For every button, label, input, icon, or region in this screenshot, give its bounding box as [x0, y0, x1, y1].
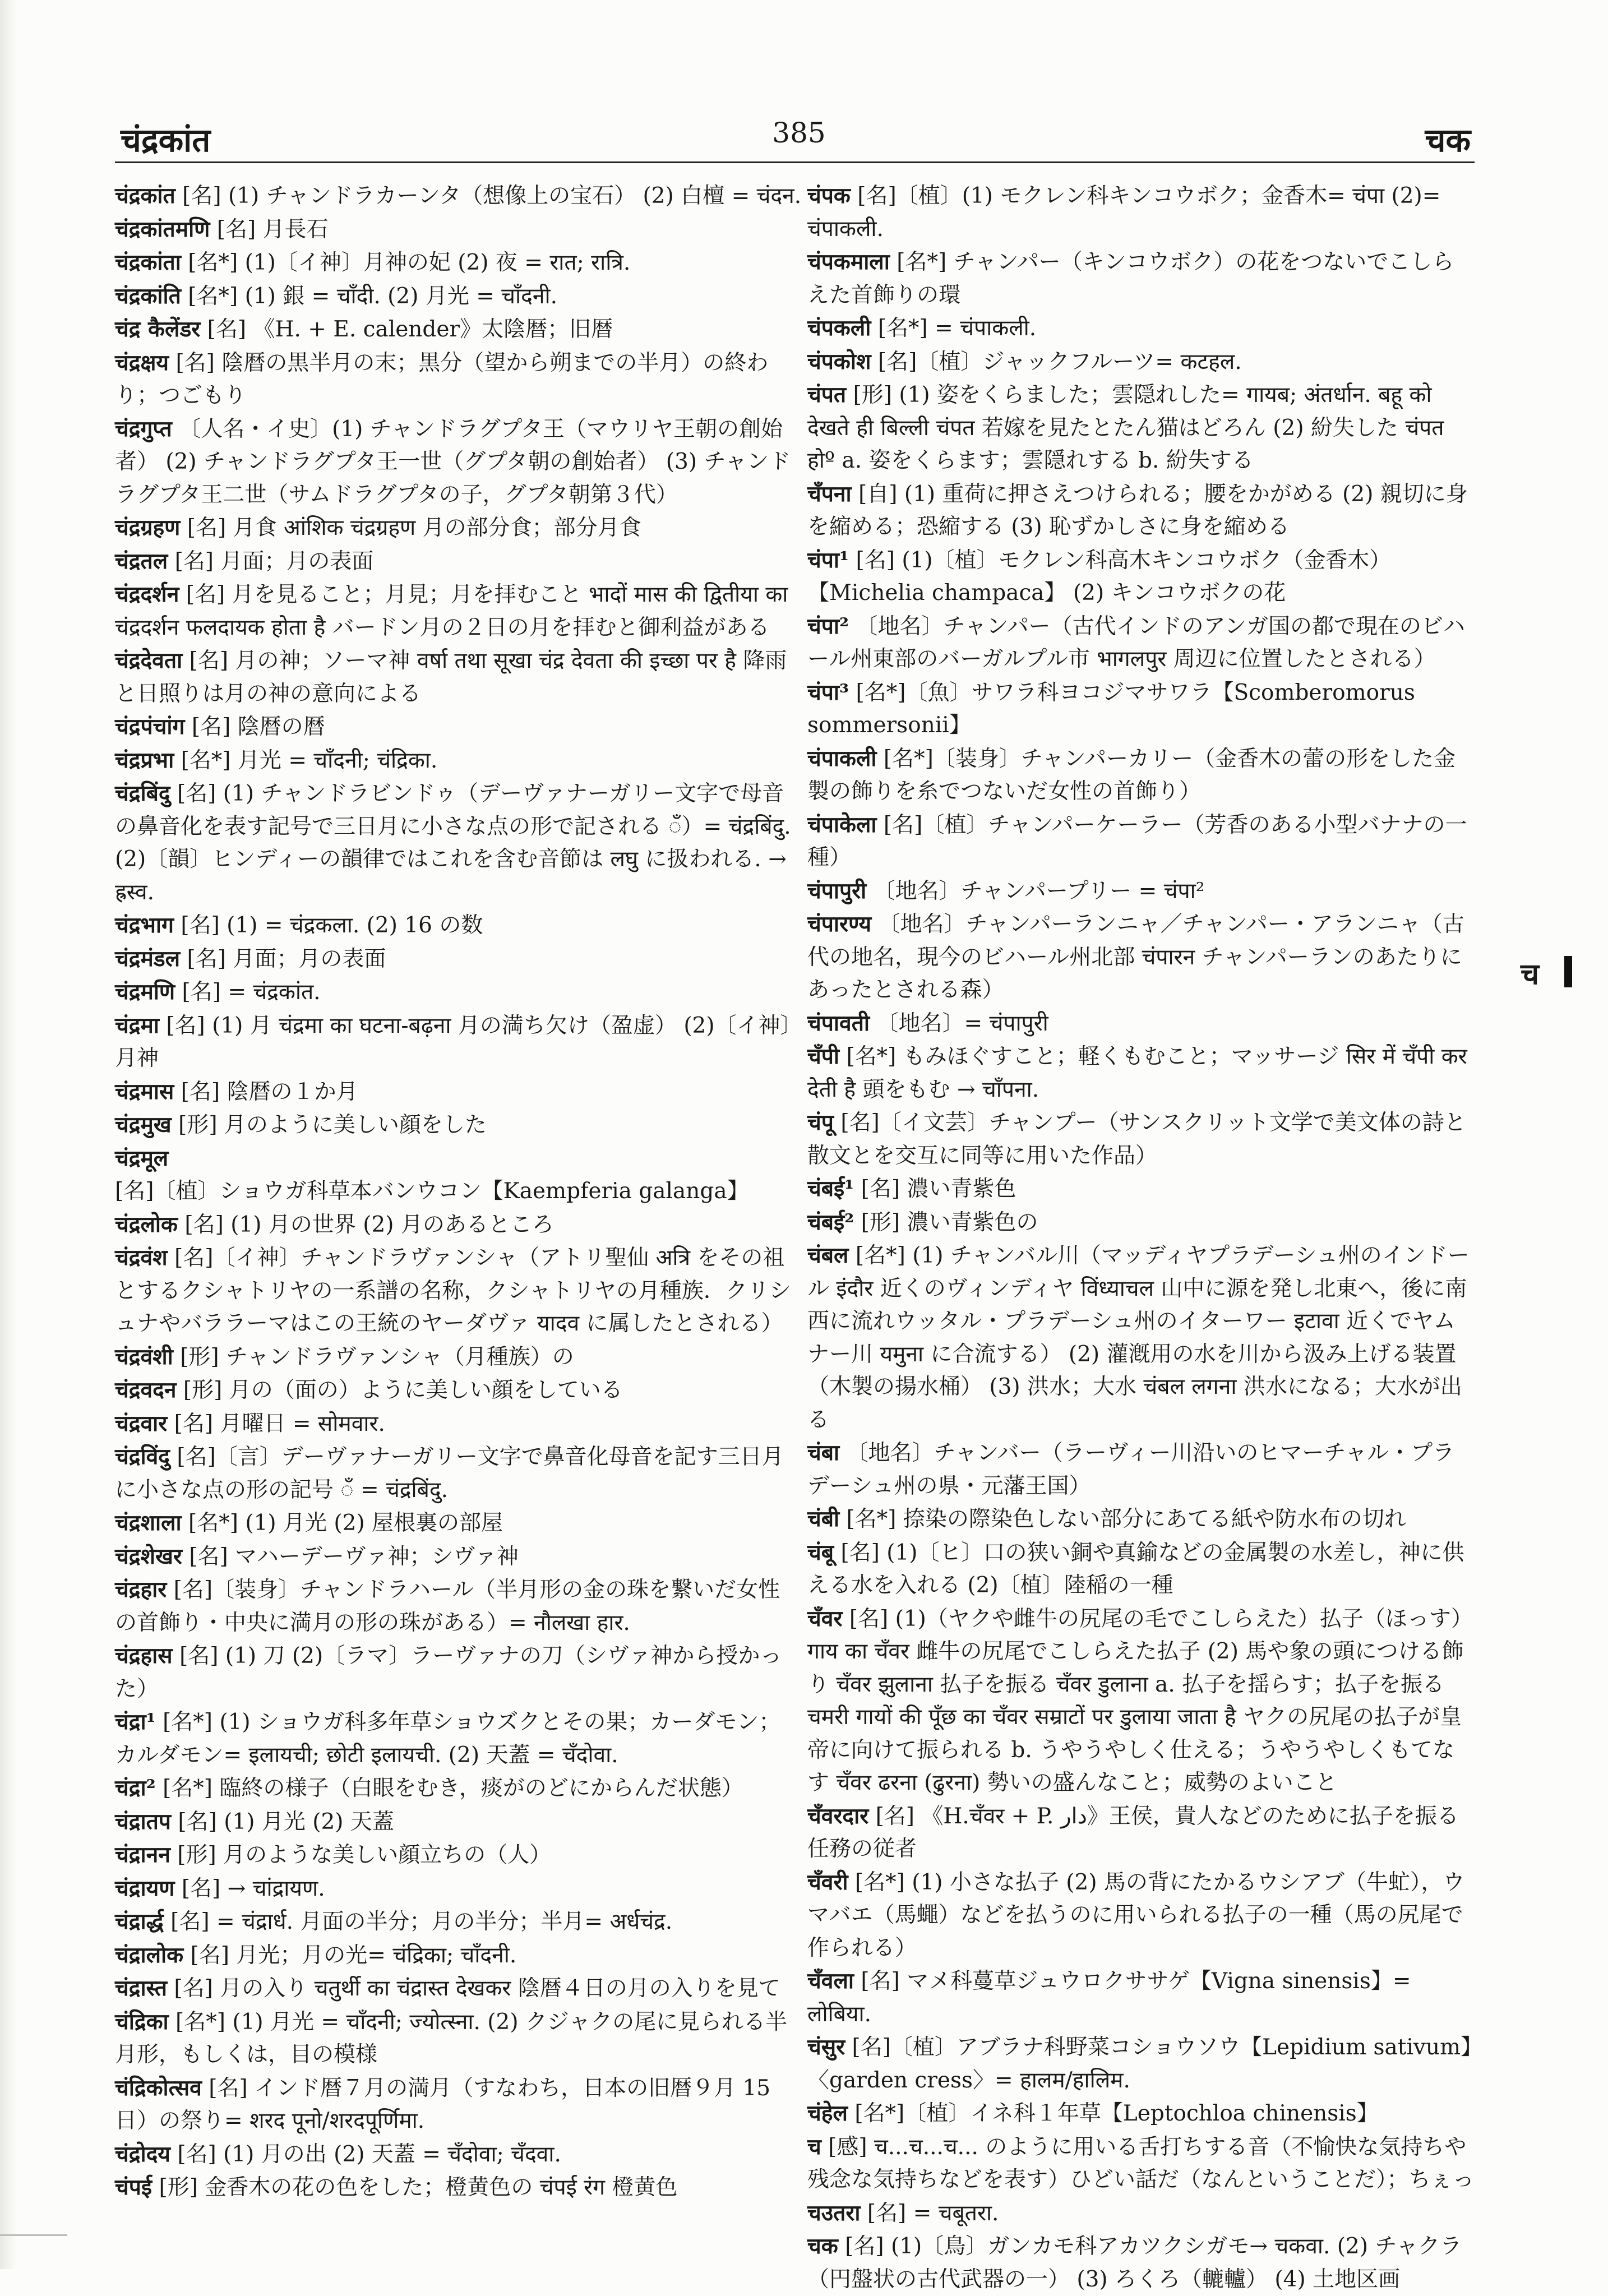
entry-definition: [名]〔植〕ショウガ科草本バンウコン【Kaempferia galanga】 — [115, 1179, 749, 1204]
entry-definition: [名] (1) 月の世界 (2) 月のあるところ — [184, 1212, 554, 1237]
scan-edge — [0, 0, 17, 2269]
dictionary-entry — [115, 2006, 802, 2072]
dictionary-entry — [115, 1639, 802, 1706]
entry-definition: [名*]〔植〕イネ科１年草【Leptochloa chinensis】 — [854, 2101, 1379, 2126]
entry-definition: [名] 月食 आंशिक चंद्रग्रहण 月の部分食；部分月食 — [187, 515, 641, 540]
entry-definition: [名] マハーデーヴァ神；シヴァ神 — [189, 1544, 519, 1569]
entry-definition: [名*] (1) ショウガ科多年草ショウズクとその果；カーダモン；カルダモン= इलायची; छोटी इलायची. (2) 天蓋 = चँदोवा. — [115, 1710, 781, 1768]
dictionary-entry — [115, 511, 802, 545]
entry-headword: चंपकमाला — [807, 249, 890, 275]
entry-definition: [名] → चांद्रायण. — [181, 1875, 325, 1901]
thumb-index-letter: च — [1521, 957, 1540, 991]
dictionary-entry — [807, 1866, 1475, 1965]
dictionary-entry — [115, 1838, 802, 1872]
entry-headword: चँवर — [807, 1605, 843, 1632]
entry-definition: [形] 濃い青紫色の — [861, 1209, 1038, 1235]
entry-headword: चंद्रमणि — [115, 979, 175, 1005]
dictionary-entry — [115, 1341, 802, 1374]
entry-headword: चंद्रवदन — [115, 1377, 177, 1403]
entry-headword: चंद्रक्षय — [115, 349, 169, 376]
entry-headword: चंद्रवंश — [115, 1245, 168, 1271]
dictionary-entry — [807, 1239, 1475, 1436]
entry-headword: चंपई — [115, 2174, 153, 2200]
entry-definition: 〔地名〕チャンバー（ラーヴィー川沿いのヒマーチャル・プラデーシュ州の県・元藩王国） — [807, 1440, 1455, 1499]
entry-definition: [名] 陰暦の黒半月の末；黒分（望から朔までの半月）の終わり；つごもり — [115, 350, 769, 408]
entry-headword: चंद्रकांत — [115, 183, 175, 209]
dictionary-entry — [115, 1573, 802, 1639]
dictionary-entry — [807, 809, 1475, 875]
entry-definition: [名] インド暦７月の満月（すなわち，日本の旧暦９月 15 日）の祭り= शरद पूनो/शरदपूर्णिमा. — [115, 2075, 771, 2133]
entry-headword: चँवरी — [807, 1869, 848, 1895]
dictionary-entry — [807, 610, 1475, 676]
dictionary-entry — [807, 544, 1475, 610]
entry-definition: [名*] (1) 小さな払子 (2) 馬の背にたかるウシアブ（牛虻），ウマバエ（馬蠅）などを払うのに用いられる払子の一種（馬の尻尾で作られる） — [807, 1869, 1465, 1961]
entry-headword: चंपाकेला — [807, 811, 877, 838]
entry-definition: [名] 《H.चँवर + P. دار》王侯，貴人などのために払子を振る任務の従者 — [807, 1803, 1459, 1861]
entry-definition: [名] マメ科蔓草ジュウロクササゲ【Vigna sinensis】= लोबिया. — [807, 1969, 1411, 2027]
entry-definition: [形] チャンドラヴァンシャ（月種族）の — [180, 1344, 574, 1370]
entry-headword: चंपकोश — [807, 348, 871, 375]
dictionary-entry — [115, 545, 802, 579]
entry-definition: [名] 濃い青紫色 — [861, 1176, 1016, 1202]
entry-headword: चंपू — [807, 1110, 834, 1135]
entry-definition: 〔地名〕チャンパープリー = चंपा² — [873, 878, 1205, 904]
entry-headword: चंद्रोदय — [115, 2141, 170, 2167]
entry-definition: 〔地名〕= चंपापुरी — [876, 1010, 1048, 1036]
entry-headword: चंद्रशाला — [115, 1510, 182, 1536]
entry-definition: 〔人名・イ史〕(1) チャンドラグプタ王（マウリヤ王朝の創始者） (2) チャンドラグプタ王一世（グプタ朝の創始者） (3) チャンドラグプタ王二世（サムドラグプタの子，グプタ朝第３代） — [115, 416, 791, 507]
entry-definition: [名] 月の入り चतुर्थी का चंद्रास्त देखकर 陰暦４日の月の入りを見て — [174, 1976, 780, 2001]
entry-headword: चंद्रा² — [115, 1775, 156, 1801]
entry-definition: [自] (1) 重荷に押さえつけられる；腰をかがめる (2) 親切に身を縮める；恐縮する (3) 恥ずかしさに身を縮める — [807, 481, 1468, 539]
dictionary-entry — [807, 742, 1475, 809]
entry-definition: [名]〔イ神〕チャンドラヴァンシャ（アトリ聖仙 अत्रि をその祖とするクシャトリヤの一系譜の名称，クシャトリヤの月種族．クリシュナやバララーマはこの王統のヤーダヴァ यादव に属したとされる） — [115, 1245, 791, 1336]
dictionary-entry — [807, 1007, 1475, 1041]
entry-definition: [名]〔植〕チャンパーケーラー（芳香のある小型バナナの一種） — [807, 812, 1467, 870]
entry-headword: चंद्रहार — [115, 1577, 167, 1602]
dictionary-entry — [115, 777, 802, 909]
entry-headword: चंपारण्य — [807, 911, 872, 937]
entry-headword: चंद्रबिंदु — [115, 780, 170, 806]
dictionary-entry — [807, 676, 1475, 742]
entry-definition: [名*] (1) 月光 (2) 屋根裏の部屋 — [188, 1510, 503, 1536]
entry-definition: [名*] 捺染の際染色しない部分にあてる紙や防水布の切れ — [846, 1507, 1406, 1532]
entry-definition: [名]〔植〕アブラナ科野菜コショウソウ【Lepidium sativum】〈garden cress〉= हालम/हालिम. — [807, 2035, 1472, 2093]
entry-definition: 〔地名〕チャンパー（古代インドのアンガ国の都で現在のビハール州東部のバーガルプル市 भागलपुर 周辺に位置したとされる） — [807, 613, 1466, 672]
page-header — [0, 117, 1608, 167]
entry-definition: [名*] = चंपाकली. — [877, 316, 1037, 341]
dictionary-entry — [115, 313, 802, 347]
entry-headword: चंपा¹ — [807, 547, 849, 573]
dictionary-entry — [807, 246, 1475, 312]
dictionary-entry — [807, 875, 1475, 908]
dictionary-entry — [115, 976, 802, 1009]
entry-headword: चंद्रकांतमणि — [115, 216, 210, 242]
entry-definition: [名*] 月光 = चाँदनी; चंद्रिका. — [181, 747, 438, 773]
entry-definition: [名*] (1)〔イ神〕月神の妃 (2) 夜 = रात; रात्रि. — [188, 250, 631, 275]
entry-definition: 〔地名〕チャンパーランニャ／チャンパー・アランニャ（古代の地名，現今のビハール州北部 चंपारन チャンパーランのあたりにあったとされる森） — [807, 912, 1464, 1003]
entry-definition: [名*] (1) 月光 = चाँदनी; ज्योत्स्ना. (2) クジャクの尾に見られる半月形，もしくは，目の模様 — [115, 2009, 788, 2067]
entry-headword: चंद्रा¹ — [115, 1709, 156, 1735]
entry-headword: चंपक — [807, 183, 851, 209]
entry-headword: चंद्रालोक — [115, 1942, 184, 1968]
dictionary-entry — [115, 179, 802, 213]
entry-definition: [名]〔言〕デーヴァナーガリー文字で鼻音化母音を記す三日月に小さな点の形の記号 ँ = चंद्रबिंदु. — [115, 1444, 784, 1503]
dictionary-entry — [115, 909, 802, 943]
dictionary-entry — [115, 1872, 802, 1906]
entry-headword: चंद्रार्द्ध — [115, 1909, 164, 1934]
entry-definition: [名*] もみほぐすこと；軽くもむこと；マッサージ सिर में चँपी कर देती है 頭をもむ → चाँपना. — [807, 1044, 1467, 1102]
entry-definition: [名*] 臨終の様子（白眼をむき，痰がのどにからんだ状態） — [163, 1776, 743, 1801]
dictionary-entry — [115, 644, 802, 710]
entry-definition: [名] (1) チャンドラカーンタ（想像上の宝石） (2) 白檀 = चंदन. — [182, 183, 802, 209]
entry-headword: चंपाकली — [807, 745, 877, 772]
entry-definition: [名]〔植〕(1) モクレン科キンコウボク；金香木= चंपा (2)= चंपाकली. — [807, 183, 1441, 242]
entry-headword: चँवरदार — [807, 1803, 869, 1829]
dictionary-entry — [115, 1772, 802, 1805]
entry-definition: [形] 月のように美しい顔をした — [178, 1112, 487, 1138]
entry-headword: चंद्रिका — [115, 2008, 169, 2035]
entry-definition: [名*] (1) チャンバル川（マッディヤプラデーシュ州のインドール इंदौर 近くのヴィンディヤ विंध्याचल 山中に源を発し北東へ，後に南西に流れウッタル・プラデーシュ州のイターワー इटावा 近くでヤムナー川 यमुना に合流する） (2) 灌漑用の水を川から汲み上げる装置（木製の揚水桶） (3) 洪水；大水 चंबल लगना 洪水になる；大水が出る — [807, 1243, 1470, 1433]
thumb-index-bar — [1564, 956, 1572, 987]
left-column — [115, 179, 802, 2205]
entry-headword: चक — [807, 2233, 838, 2259]
entry-headword: चंद्रपंचांग — [115, 714, 185, 740]
entry-definition: [名*]〔装身〕チャンパーカリー（金香木の蕾の形をした金製の飾りを糸でつないだ女性の首飾り） — [807, 746, 1456, 804]
dictionary-entry — [807, 179, 1475, 246]
right-column — [807, 179, 1475, 2296]
dictionary-entry — [807, 1106, 1475, 1172]
entry-headword: चंद्र कैलेंडर — [115, 316, 201, 342]
entry-headword: चंद्रप्रभा — [115, 747, 174, 773]
entry-headword: चंद्रगुप्त — [115, 415, 172, 442]
dictionary-entry — [115, 1507, 802, 1540]
dictionary-entry — [807, 2031, 1475, 2097]
entry-headword: चंद्रमूल — [115, 1145, 169, 1171]
dictionary-entry — [807, 2097, 1475, 2131]
entry-headword: चंसुर — [807, 2034, 845, 2060]
entry-definition: [名] (1)〔ヒ〕口の狭い銅や真鍮などの金属製の水差し，神に供える水を入れる (2)〔植〕陸稲の一種 — [807, 1540, 1464, 1598]
entry-headword: चंद्रमुख — [115, 1112, 172, 1138]
entry-definition: [形] 金香木の花の色をした；橙黄色の चंपई रंग 橙黄色 — [159, 2175, 678, 2200]
entry-definition: [形] 月のような美しい顔立ちの（人） — [177, 1842, 552, 1868]
entry-headword: चंपावती — [807, 1010, 870, 1036]
dictionary-entry — [115, 1972, 802, 2006]
dictionary-entry — [807, 345, 1475, 379]
entry-definition: [名] 《H. + E. calender》太陰暦；旧暦 — [207, 317, 613, 342]
entry-definition: [名] (1) 刀 (2)〔ラマ〕ラーヴァナの刀（シヴァ神から授かった） — [115, 1643, 782, 1702]
entry-definition: [名] 月を見ること；月見；月を拝むこと भादों मास की द्वितीया का चंद्रदर्शन फलदायक होता है バードン月の２日の月を拝むと御利益がある — [115, 582, 788, 640]
entry-definition: [名] (1) = चंद्रकला. (2) 16 の数 — [181, 913, 483, 938]
entry-headword: चंपा³ — [807, 679, 849, 705]
entry-headword: च — [807, 2133, 821, 2160]
entry-definition: [名] (1) 月の出 (2) 天蓋 = चँदोवा; चँदवा. — [177, 2141, 561, 2167]
entry-headword: चंद्रदेवता — [115, 648, 183, 673]
dictionary-entry — [115, 413, 802, 512]
entry-headword: चंबई² — [807, 1209, 854, 1235]
entry-headword: चँपना — [807, 481, 852, 507]
entry-definition: [名]〔装身〕チャンドラハール（半月形の金の珠を繋いだ女性の首飾り・中央に満月の形の珠がある）= नौलखा हार. — [115, 1577, 780, 1636]
entry-definition: [名] (1)（ヤクや雌牛の尻尾の毛でこしらえた）払子（ほっす） गाय का चँवर 雌牛の尻尾でこしらえた払子 (2) 馬や象の頭につける飾り चँवर झुलाना 払子を振る चँवर डुलाना a. 払子を揺らす；払子を振る चमरी गायों की पूँछ का चँवर सम्राटों पर डुलाया जाता है ヤクの尻尾の払子が皇帝に向けて振られる b. うやうやしく仕える；うやうやしくもてなす चँवर ढरना (ढुरना) 勢いの盛んなこと；威勢のよいこと — [807, 1606, 1473, 1795]
entry-headword: चंद्रातप — [115, 1808, 171, 1835]
dictionary-entry — [807, 1800, 1475, 1866]
entry-definition: [名*] チャンパー（キンコウボク）の花をつないでこしらえた首飾りの環 — [807, 250, 1454, 308]
dictionary-entry — [807, 1206, 1475, 1240]
dictionary-entry — [115, 246, 802, 280]
entry-headword: चंबू — [807, 1539, 834, 1565]
dictionary-entry — [115, 1075, 802, 1109]
entry-definition: [名] 月光；月の光= चंद्रिका; चाँदनी. — [190, 1942, 517, 1968]
entry-headword: चंद्रशेखर — [115, 1543, 182, 1569]
entry-headword: चंबी — [807, 1506, 840, 1532]
dictionary-entry — [115, 280, 802, 313]
entry-headword: चंद्रवार — [115, 1410, 168, 1436]
entry-headword: चंद्रमास — [115, 1078, 174, 1105]
entry-definition: [感] च...च...च... のように用いる舌打ちする音（不愉快な気持ちや残念な気持ちなどを表す）ひどい話だ（なんということだ）；ちぇっ — [807, 2134, 1475, 2192]
dictionary-entry — [115, 1805, 802, 1839]
dictionary-entry — [115, 1142, 802, 1208]
dictionary-entry — [807, 478, 1475, 544]
dictionary-entry — [115, 2138, 802, 2172]
dictionary-entry — [115, 1407, 802, 1441]
entry-headword: चंद्रकांति — [115, 283, 181, 309]
entry-headword: चंबल — [807, 1242, 849, 1268]
entry-definition: [名] (1) 月光 (2) 天蓋 — [178, 1809, 394, 1835]
dictionary-entry — [807, 1172, 1475, 1206]
dictionary-entry — [115, 943, 802, 976]
entry-definition: [名] 陰暦の暦 — [191, 714, 325, 740]
entry-definition: [名*] (1) 銀 = चाँदी. (2) 月光 = चाँदनी. — [188, 283, 558, 309]
dictionary-entry — [115, 578, 802, 644]
entry-definition: [名] (1) チャンドラビンドゥ（デーヴァナーガリー文字で母音の鼻音化を表す記号で三日月に小さな点の形で記される ँ）= चंद्रबिंदु. (2)〔韻〕ヒンディーの韻律ではこれを含む音節は लघु に扱われる. → ह्रस्व. — [115, 781, 791, 905]
entry-headword: चंद्रविंदु — [115, 1444, 170, 1470]
entry-headword: चंपकली — [807, 315, 871, 341]
entry-headword: चंद्रभाग — [115, 912, 174, 938]
dictionary-entry — [115, 2171, 802, 2205]
entry-definition: [名] (1)〔鳥〕ガンカモ科アカツクシガモ→ चकवा. (2) チャクラ（円盤状の古代武器の一） (3) ろくろ（轆轤） (4) 土地区画 — [807, 2234, 1462, 2292]
dictionary-entry — [115, 1939, 802, 1972]
entry-headword: चंपापुरी — [807, 877, 867, 904]
entry-definition: [名] 月面；月の表面 — [174, 548, 374, 574]
header-guide-word-left: चंद्रकांत — [121, 121, 211, 159]
scan-artifact-line — [0, 2234, 67, 2236]
entry-definition: [名] 月面；月の表面 — [187, 946, 386, 972]
entry-headword: चउतरा — [807, 2200, 861, 2226]
dictionary-entry — [807, 2197, 1475, 2230]
header-guide-word-right: चक — [1425, 121, 1471, 159]
entry-headword: चंद्रिकोत्सव — [115, 2075, 202, 2101]
dictionary-entry — [807, 1503, 1475, 1536]
entry-headword: चंद्रलोक — [115, 1211, 178, 1237]
entry-headword: चंद्रग्रहण — [115, 515, 181, 540]
entry-definition: [形] 月の（面の）ように美しい顔をしている — [183, 1378, 623, 1403]
entry-definition: [名] = चंद्रार्ध. 月面の半分；月の半分；半月= अर्धचंद्र. — [170, 1909, 673, 1934]
entry-definition: [名] (1)〔植〕モクレン科高木キンコウボク（金香木）【Michelia champaca】 (2) キンコウボクの花 — [807, 547, 1392, 606]
entry-headword: चंद्रकांता — [115, 250, 181, 275]
dictionary-entry — [115, 1905, 802, 1939]
entry-definition: [名] (1) 月 चंद्रमा का घटना-बढ़ना 月の満ち欠け（盈虚） (2)〔イ神〕月神 — [115, 1013, 792, 1071]
entry-headword: चंबा — [807, 1440, 840, 1466]
page-number: 385 — [772, 117, 826, 149]
entry-headword: चंहेल — [807, 2100, 848, 2126]
dictionary-entry — [115, 1241, 802, 1341]
entry-definition: [形] (1) 姿をくらました；雲隠れした= गायब; अंतर्धान. बहू को देखते ही बिल्ली चंपत 若嫁を見たとたん猫はどろん (2) 紛失した चंपत होº a. 姿をくらます；雲隠れする b. 紛失する — [807, 382, 1444, 473]
dictionary-entry — [115, 347, 802, 413]
entry-headword: चंद्रहास — [115, 1643, 173, 1669]
entry-headword: चंद्रवंशी — [115, 1343, 173, 1370]
dictionary-entry — [115, 1108, 802, 1142]
entry-headword: चंद्रास्त — [115, 1975, 167, 2001]
entry-definition: [名] 月曜日 = सोमवार. — [174, 1411, 385, 1436]
entry-headword: चंद्रमा — [115, 1012, 159, 1038]
entry-definition: [名] = चबूतरा. — [867, 2200, 999, 2226]
entry-headword: चंपा² — [807, 613, 849, 639]
dictionary-entry — [807, 2230, 1475, 2296]
entry-headword: चँवला — [807, 1968, 854, 1994]
dictionary-entry — [807, 1965, 1475, 2031]
entry-definition: [名] 陰暦の１か月 — [181, 1079, 358, 1105]
dictionary-entry — [115, 1009, 802, 1075]
dictionary-entry — [115, 1706, 802, 1772]
dictionary-entry — [807, 908, 1475, 1007]
entry-headword: चंद्रमंडल — [115, 945, 181, 972]
entry-headword: चंद्रायण — [115, 1875, 175, 1901]
entry-definition: [名] 月長石 — [216, 216, 329, 242]
dictionary-entry — [115, 2072, 802, 2138]
entry-definition: [名] = चंद्रकांत. — [182, 980, 321, 1005]
entry-headword: चंद्रतल — [115, 548, 168, 574]
dictionary-entry — [807, 1536, 1475, 1602]
entry-definition: [名]〔植〕ジャックフルーツ= कटहल. — [877, 349, 1242, 375]
header-rule — [115, 161, 1475, 163]
dictionary-entry — [115, 1440, 802, 1507]
entry-definition: [名]〔イ文芸〕チャンプー（サンスクリット文学で美文体の詩と散文とを交互に同等に用いた作品） — [807, 1110, 1466, 1168]
dictionary-entry — [115, 1374, 802, 1407]
entry-headword: चँपी — [807, 1043, 840, 1069]
dictionary-entry — [807, 1602, 1475, 1800]
dictionary-entry — [115, 1208, 802, 1242]
entry-headword: चंपत — [807, 382, 847, 408]
dictionary-entry — [115, 710, 802, 744]
dictionary-entry — [807, 312, 1475, 345]
dictionary-entry — [807, 1436, 1475, 1503]
entry-definition: [名] 月の神；ソーマ神 वर्षा तथा सूखा चंद्र देवता की इच्छा पर है 降雨と日照りは月の神の意向による — [115, 648, 787, 706]
entry-headword: चंद्रानन — [115, 1842, 170, 1868]
entry-headword: चंद्रदर्शन — [115, 581, 179, 607]
entry-definition: [名*]〔魚〕サワラ科ヨコジマサワラ【Scomberomorus sommersonii】 — [807, 680, 1415, 738]
entry-headword: चंबई¹ — [807, 1176, 854, 1202]
dictionary-entry — [807, 1040, 1475, 1106]
dictionary-entry — [115, 1540, 802, 1574]
dictionary-entry — [807, 378, 1475, 478]
dictionary-entry — [807, 2131, 1475, 2197]
dictionary-entry — [115, 213, 802, 247]
dictionary-entry — [115, 744, 802, 778]
